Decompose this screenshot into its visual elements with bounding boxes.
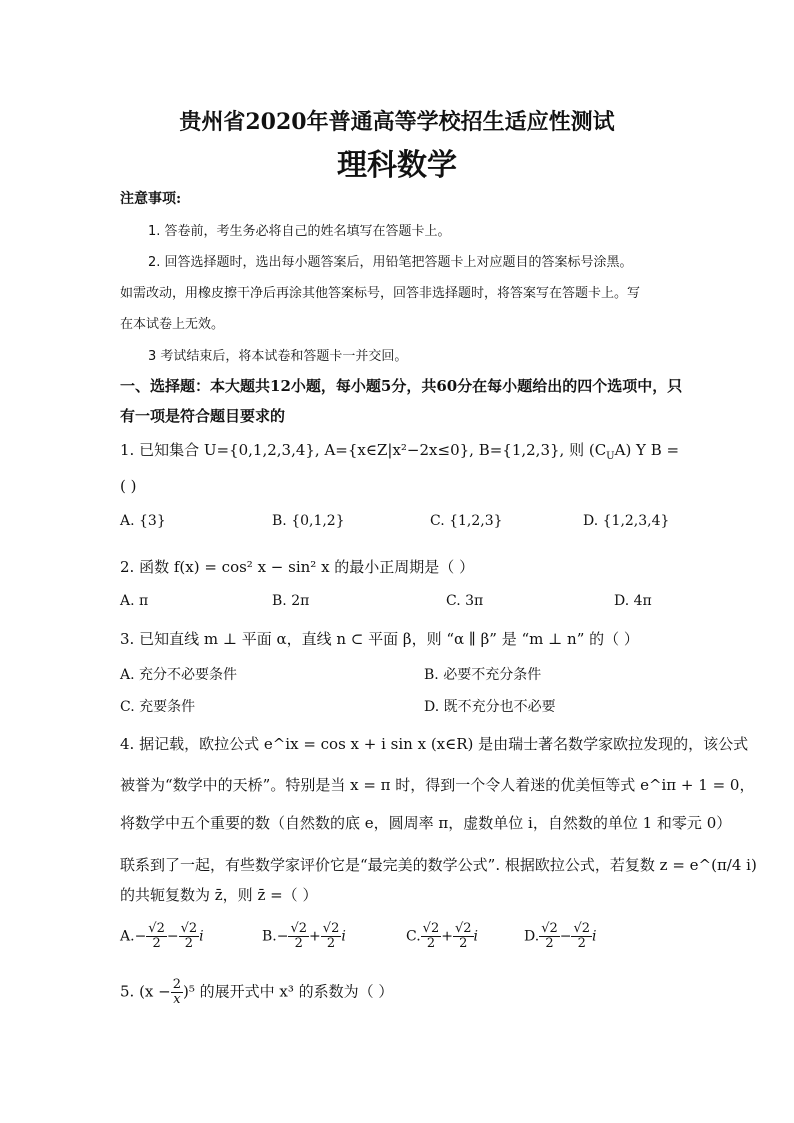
fraction-numerator: √2 (290, 921, 308, 936)
question-3-stem: 3. 已知直线 m ⊥ 平面 α，直线 n ⊂ 平面 β，则 “α ∥ β” 是 “m ⊥ n” 的（ ） (120, 630, 639, 648)
fraction (321, 922, 342, 951)
question-2-option-d: D. 4π (614, 593, 652, 609)
imaginary-unit: i (341, 928, 346, 945)
fraction (421, 922, 442, 951)
question-4-option-d (524, 922, 597, 951)
imaginary-unit: i (199, 928, 204, 945)
question-1-option-b: B. {0,1,2} (272, 513, 345, 529)
question-1-paren: ( ) (120, 477, 137, 495)
fraction-numerator: 2 (172, 977, 182, 992)
question-2-option-b: B. 2π (272, 593, 310, 609)
option-label: C. (406, 928, 421, 945)
question-4-line-1: 4. 据记载，欧拉公式 e^ix = cos x + i sin x (x∈R) 是由瑞士著名数学家欧拉发现的，该公式 (120, 735, 749, 753)
imaginary-unit: i (592, 928, 597, 945)
fraction-denominator: 2 (152, 936, 161, 951)
fraction-numerator: √2 (148, 921, 165, 936)
question-4-option-c (406, 922, 478, 951)
question-5-stem-post: )⁵ 的展开式中 x³ 的系数为（ ） (183, 982, 394, 1001)
question-3-option-d: D. 既不充分也不必要 (424, 699, 556, 715)
fraction (453, 922, 474, 951)
option-label: D. (524, 928, 540, 945)
question-1-stem-subscript: U (606, 451, 615, 462)
fraction-denominator: 2 (426, 936, 436, 951)
exam-subtitle: 理科数学 (337, 148, 457, 183)
section-heading-line-1: 一、选择题：本大题共12小题，每小题5分，共60分在每小题给出的四个选项中，只 (120, 377, 683, 395)
fraction-numerator: √2 (573, 921, 591, 936)
note-item-2-line-3: 在本试卷上无效。 (120, 317, 225, 332)
question-3-option-b: B. 必要不充分条件 (424, 667, 542, 683)
question-4-option-b (262, 922, 346, 951)
fraction-denominator: 2 (184, 936, 194, 951)
fraction-numerator: √2 (541, 921, 558, 936)
fraction-numerator: √2 (180, 921, 198, 936)
option-sign: + (309, 928, 321, 945)
question-2-stem: 2. 函数 f(x) = cos² x − sin² x 的最小正周期是（ ） (120, 558, 475, 576)
question-4-line-4: 联系到了一起，有些数学家评价它是“最完美的数学公式”. 根据欧拉公式，若复数 z = e^(π/4 i) (120, 856, 757, 874)
question-1-stem-end: A) Y B = (614, 441, 680, 459)
imaginary-unit: i (473, 928, 479, 945)
fraction-denominator: 2 (545, 936, 554, 951)
question-1-stem (120, 439, 679, 462)
fraction-numerator: √2 (422, 921, 440, 936)
question-4-line-5: 的共轭复数为 z̄，则 z̄ =（ ） (120, 886, 318, 904)
option-label: A. (120, 928, 135, 945)
question-1-option-d: D. {1,2,3,4} (583, 513, 670, 529)
question-1-option-a: A. {3} (120, 513, 166, 529)
question-4-line-2: 被誉为“数学中的天桥”。特别是当 x = π 时，得到一个令人着迷的优美恒等式 e^iπ + 1 = 0， (120, 776, 755, 794)
question-2-option-a: A. π (120, 593, 149, 609)
fraction-denominator: x (173, 992, 181, 1007)
fraction (288, 922, 309, 951)
fraction (179, 922, 200, 951)
fraction (146, 922, 167, 951)
exam-title: 贵州省2020年普通高等学校招生适应性测试 (179, 109, 615, 135)
option-sign: − (166, 928, 179, 945)
fraction-denominator: 2 (326, 936, 336, 951)
question-1-stem-main: 1. 已知集合 U={0,1,2,3,4}, A={x∈Z|x²−2x≤0}, B={1,2,3}, 则 (C (120, 441, 607, 459)
note-item-2-line-1: 2. 回答选择题时，选出每小题答案后，用铅笔把答题卡上对应题目的答案标号涂黑。 (148, 255, 633, 270)
fraction-numerator: √2 (322, 921, 340, 936)
note-item-1: 1. 答卷前，考生务必将自己的姓名填写在答题卡上。 (148, 224, 451, 239)
fraction-denominator: 2 (577, 936, 586, 951)
question-5-stem (120, 978, 393, 1007)
option-label: B. (262, 928, 277, 945)
question-5-stem-pre: 5. (x − (120, 982, 171, 1001)
fraction (539, 922, 560, 951)
question-3-option-a: A. 充分不必要条件 (120, 667, 238, 683)
question-4-line-3: 将数学中五个重要的数（自然数的底 e，圆周率 π，虚数单位 i，自然数的单位 1 和零元 0） (120, 814, 732, 832)
question-4-option-a (120, 922, 204, 951)
fraction-denominator: 2 (294, 936, 303, 951)
fraction-numerator: √2 (454, 921, 472, 936)
note-item-2-line-2: 如需改动，用橡皮擦干净后再涂其他答案标号，回答非选择题时，将答案写在答题卡上。写 (120, 286, 641, 301)
option-sign: − (559, 928, 572, 945)
question-2-option-c: C. 3π (446, 593, 484, 609)
notes-heading: 注意事项: (120, 191, 182, 207)
option-sign: − (134, 928, 147, 945)
fraction (171, 978, 183, 1007)
question-3-option-c: C. 充要条件 (120, 699, 196, 715)
fraction (571, 922, 592, 951)
fraction-denominator: 2 (459, 936, 468, 951)
section-heading-line-2: 有一项是符合题目要求的 (120, 407, 286, 425)
option-sign: + (441, 928, 453, 945)
note-item-3: 3 考试结束后，将本试卷和答题卡一并交回。 (148, 349, 408, 364)
question-1-option-c: C. {1,2,3} (430, 513, 503, 529)
option-sign: − (276, 928, 289, 945)
